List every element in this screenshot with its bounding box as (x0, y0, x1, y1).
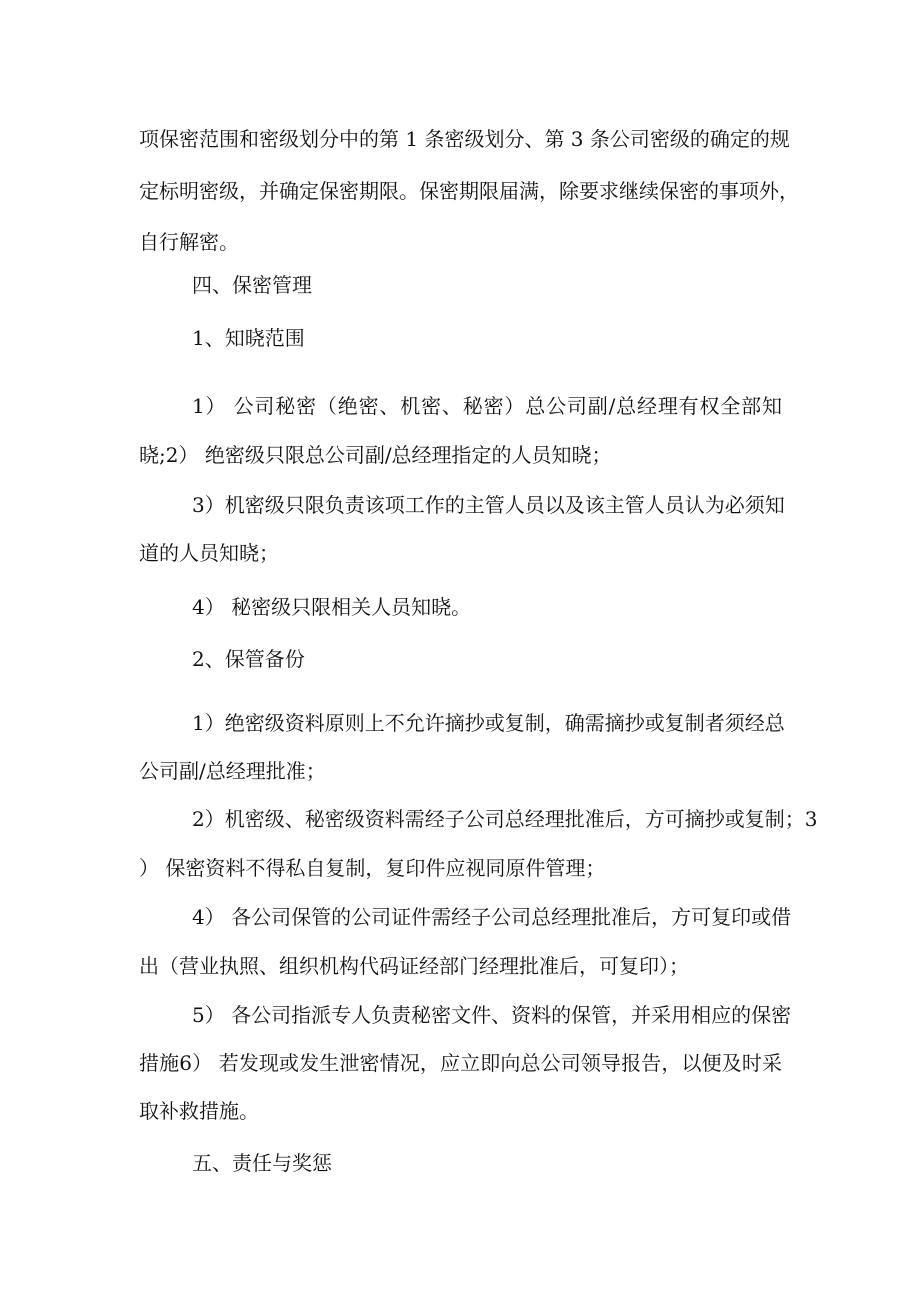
paragraph-line: 道的人员知晓； (139, 541, 279, 565)
paragraph-line: ） 保密资料不得私自复制，复印件应视同原件管理； (139, 856, 606, 880)
section-heading: 四、保密管理 (192, 273, 312, 297)
paragraph-line: 定标明密级，并确定保密期限。保密期限届满，除要求继续保密的事项外， (139, 179, 799, 203)
paragraph-line: 取补救措施。 (139, 1099, 259, 1123)
paragraph-line: 3）机密级只限负责该项工作的主管人员以及该主管人员认为必须知 (192, 493, 785, 517)
paragraph-line: 晓;2） 绝密级只限总公司副/总经理指定的人员知晓； (139, 443, 612, 467)
paragraph-line: 自行解密。 (139, 230, 239, 254)
paragraph-line: 4） 各公司保管的公司证件需经子公司总经理批准后，方可复印或借 (192, 905, 792, 929)
subsection-heading: 1、知晓范围 (192, 326, 305, 350)
subsection-heading: 2、保管备份 (192, 647, 305, 671)
section-heading: 五、责任与奖惩 (192, 1151, 332, 1175)
paragraph-line: 5） 各公司指派专人负责秘密文件、资料的保管，并采用相应的保密 (192, 1003, 792, 1027)
paragraph-line: 1）绝密级资料原则上不允许摘抄或复制，确需摘抄或复制者须经总 (192, 711, 785, 735)
paragraph-line: 4） 秘密级只限相关人员知晓。 (192, 595, 472, 619)
paragraph-line: 1） 公司秘密（绝密、机密、秘密）总公司副/总经理有权全部知 (192, 394, 782, 418)
paragraph-line: 2）机密级、秘密级资料需经子公司总经理批准后，方可摘抄或复制；3 (192, 807, 818, 831)
paragraph-line: 公司副/总经理批准； (139, 759, 326, 783)
paragraph-line: 出（营业执照、组织机构代码证经部门经理批准后，可复印）； (139, 954, 689, 978)
paragraph-line: 项保密范围和密级划分中的第 1 条密级划分、第 3 条公司密级的确定的规 (139, 127, 790, 151)
paragraph-line: 措施6） 若发现或发生泄密情况，应立即向总公司领导报告，以便及时采 (139, 1051, 782, 1075)
